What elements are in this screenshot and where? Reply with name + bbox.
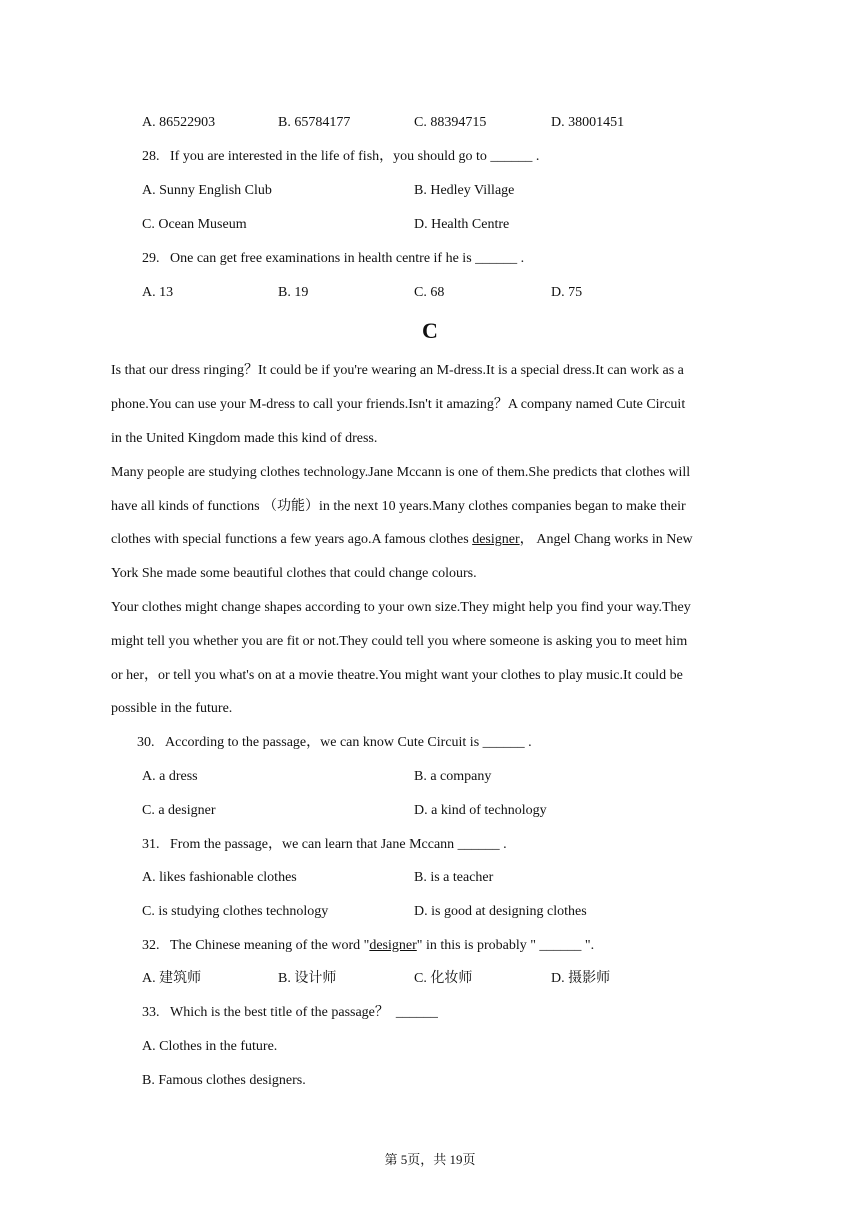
underlined-word-designer: designer [369,938,417,953]
q30-option-d: D. a kind of technology [414,803,547,818]
q28-stem: 28. If you are interested in the life of fish，you should go to ______ . [142,149,540,164]
q33-stem: 33. Which is the best title of the passage？ ______ [142,1005,438,1020]
q30-option-a: A. a dress [142,769,198,784]
passage-p1-line3: in the United Kingdom made this kind of dress. [111,431,378,446]
q30-option-b: B. a company [414,769,492,784]
q33-option-b: B. Famous clothes designers. [142,1073,306,1088]
q33-option-a: A. Clothes in the future. [142,1039,278,1054]
q29-option-c: C. 68 [414,285,445,300]
q28-option-b: B. Hedley Village [414,183,515,198]
q30-option-c: C. a designer [142,803,216,818]
passage-p1-line1: Is that our dress ringing？It could be if you're wearing an M-dress.It is a special dress.It can work as a [111,363,684,378]
q30-stem: 30. According to the passage，we can know Cute Circuit is ______ . [137,735,532,750]
q28-option-c: C. Ocean Museum [142,217,247,232]
passage-p3-line3: or her，or tell you what's on at a movie theatre.You might want your clothes to play music.It could be [111,668,683,683]
q31-option-b: B. is a teacher [414,870,494,885]
q27-option-b: B. 65784177 [278,115,351,130]
question-text: " in this is probably " ______ ". [416,938,595,953]
passage-text: clothes with special functions a few years ago.A famous clothes [111,532,473,547]
q32-option-d: D. 摄影师 [551,971,611,986]
q31-stem: 31. From the passage，we can learn that Jane Mccann ______ . [142,837,507,852]
q29-option-d: D. 75 [551,285,583,300]
q27-option-d: D. 38001451 [551,115,625,130]
passage-p3-line4: possible in the future. [111,701,233,716]
q27-option-c: C. 88394715 [414,115,487,130]
q28-option-a: A. Sunny English Club [142,183,272,198]
q29-option-a: A. 13 [142,285,174,300]
passage-p3-line2: might tell you whether you are fit or not.They could tell you where someone is asking you to meet him [111,634,688,649]
passage-p3-line1: Your clothes might change shapes according to your own size.They might help you find your way.They [111,600,691,615]
passage-text: ， Angel Chang works in New [519,532,693,547]
q27-option-a: A. 86522903 [142,115,216,130]
question-text: 32. The Chinese meaning of the word " [142,938,370,953]
passage-p2-line2: have all kinds of functions （功能）in the next 10 years.Many clothes companies began to make their [111,499,686,514]
section-title: C [422,318,438,343]
passage-p1-line2: phone.You can use your M-dress to call your friends.Isn't it amazing？A company named Cute Circuit [111,397,686,412]
passage-p2-line1: Many people are studying clothes technology.Jane Mccann is one of them.She predicts that clothes will [111,465,691,480]
page-footer: 第 5页，共 19页 [384,1152,476,1167]
passage-p2-line4: York She made some beautiful clothes that could change colours. [111,566,477,581]
q32-option-c: C. 化妆师 [414,971,473,986]
q29-stem: 29. One can get free examinations in health centre if he is ______ . [142,251,525,266]
q31-option-a: A. likes fashionable clothes [142,870,297,885]
q29-option-b: B. 19 [278,285,309,300]
q28-option-d: D. Health Centre [414,217,510,232]
q32-option-a: A. 建筑师 [142,971,202,986]
q31-option-d: D. is good at designing clothes [414,904,587,919]
q32-option-b: B. 设计师 [278,971,337,986]
passage-p2-line3 [111,531,693,549]
q31-option-c: C. is studying clothes technology [142,904,329,919]
q32-stem [142,937,594,955]
underlined-word-designer: designer [472,532,520,547]
